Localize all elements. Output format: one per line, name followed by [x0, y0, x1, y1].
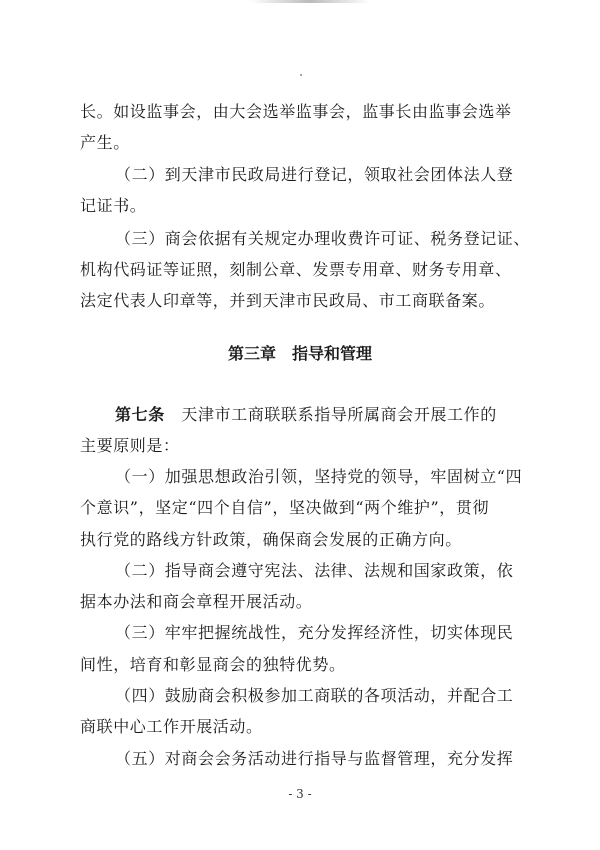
body-line: （二）指导商会遵守宪法、法律、法规和国家政策，依 [115, 561, 514, 580]
body-line: 个意识”，坚定“四个自信”，坚决做到“两个维护”，贯彻 [80, 498, 490, 517]
scan-edge-mark [250, 0, 370, 3]
article-text: 天津市工商联联系指导所属商会开展工作的 [164, 405, 497, 424]
body-line: 商联中心工作开展活动。 [80, 717, 263, 736]
article-seven-line [115, 405, 497, 425]
body-line: 主要原则是： [80, 436, 180, 455]
scan-dot-mark [300, 74, 302, 76]
chapter-heading: 第三章 指导和管理 [227, 344, 372, 363]
body-line: 记证书。 [80, 196, 147, 215]
body-line: （五）对商会会务活动进行指导与监督管理，充分发挥 [115, 749, 514, 768]
body-line: 法定代表人印章等，并到天津市民政局、市工商联备案。 [80, 291, 496, 310]
article-label: 第七条 [115, 405, 165, 424]
body-line: （三）商会依据有关规定办理收费许可证、税务登记证、 [115, 229, 531, 248]
body-line: （二）到天津市民政局进行登记，领取社会团体法人登 [115, 165, 514, 184]
body-line: 长。如设监事会，由大会选举监事会，监事长由监事会选举 [80, 102, 512, 121]
body-line: 机构代码证等证照，刻制公章、发票专用章、财务专用章、 [80, 260, 512, 279]
body-line: 据本办法和商会章程开展活动。 [80, 592, 313, 611]
body-line: 间性，培育和彰显商会的独特优势。 [80, 655, 346, 674]
body-line: （一）加强思想政治引领，坚持党的领导，牢固树立“四 [115, 467, 523, 486]
page-number: - 3 - [288, 787, 312, 801]
body-line: 产生。 [80, 133, 130, 152]
body-line: 执行党的路线方针政策，确保商会发展的正确方向。 [80, 530, 462, 549]
body-line: （四）鼓励商会积极参加工商联的各项活动，并配合工 [115, 686, 514, 705]
body-line: （三）牢牢把握统战性，充分发挥经济性，切实体现民 [115, 623, 514, 642]
